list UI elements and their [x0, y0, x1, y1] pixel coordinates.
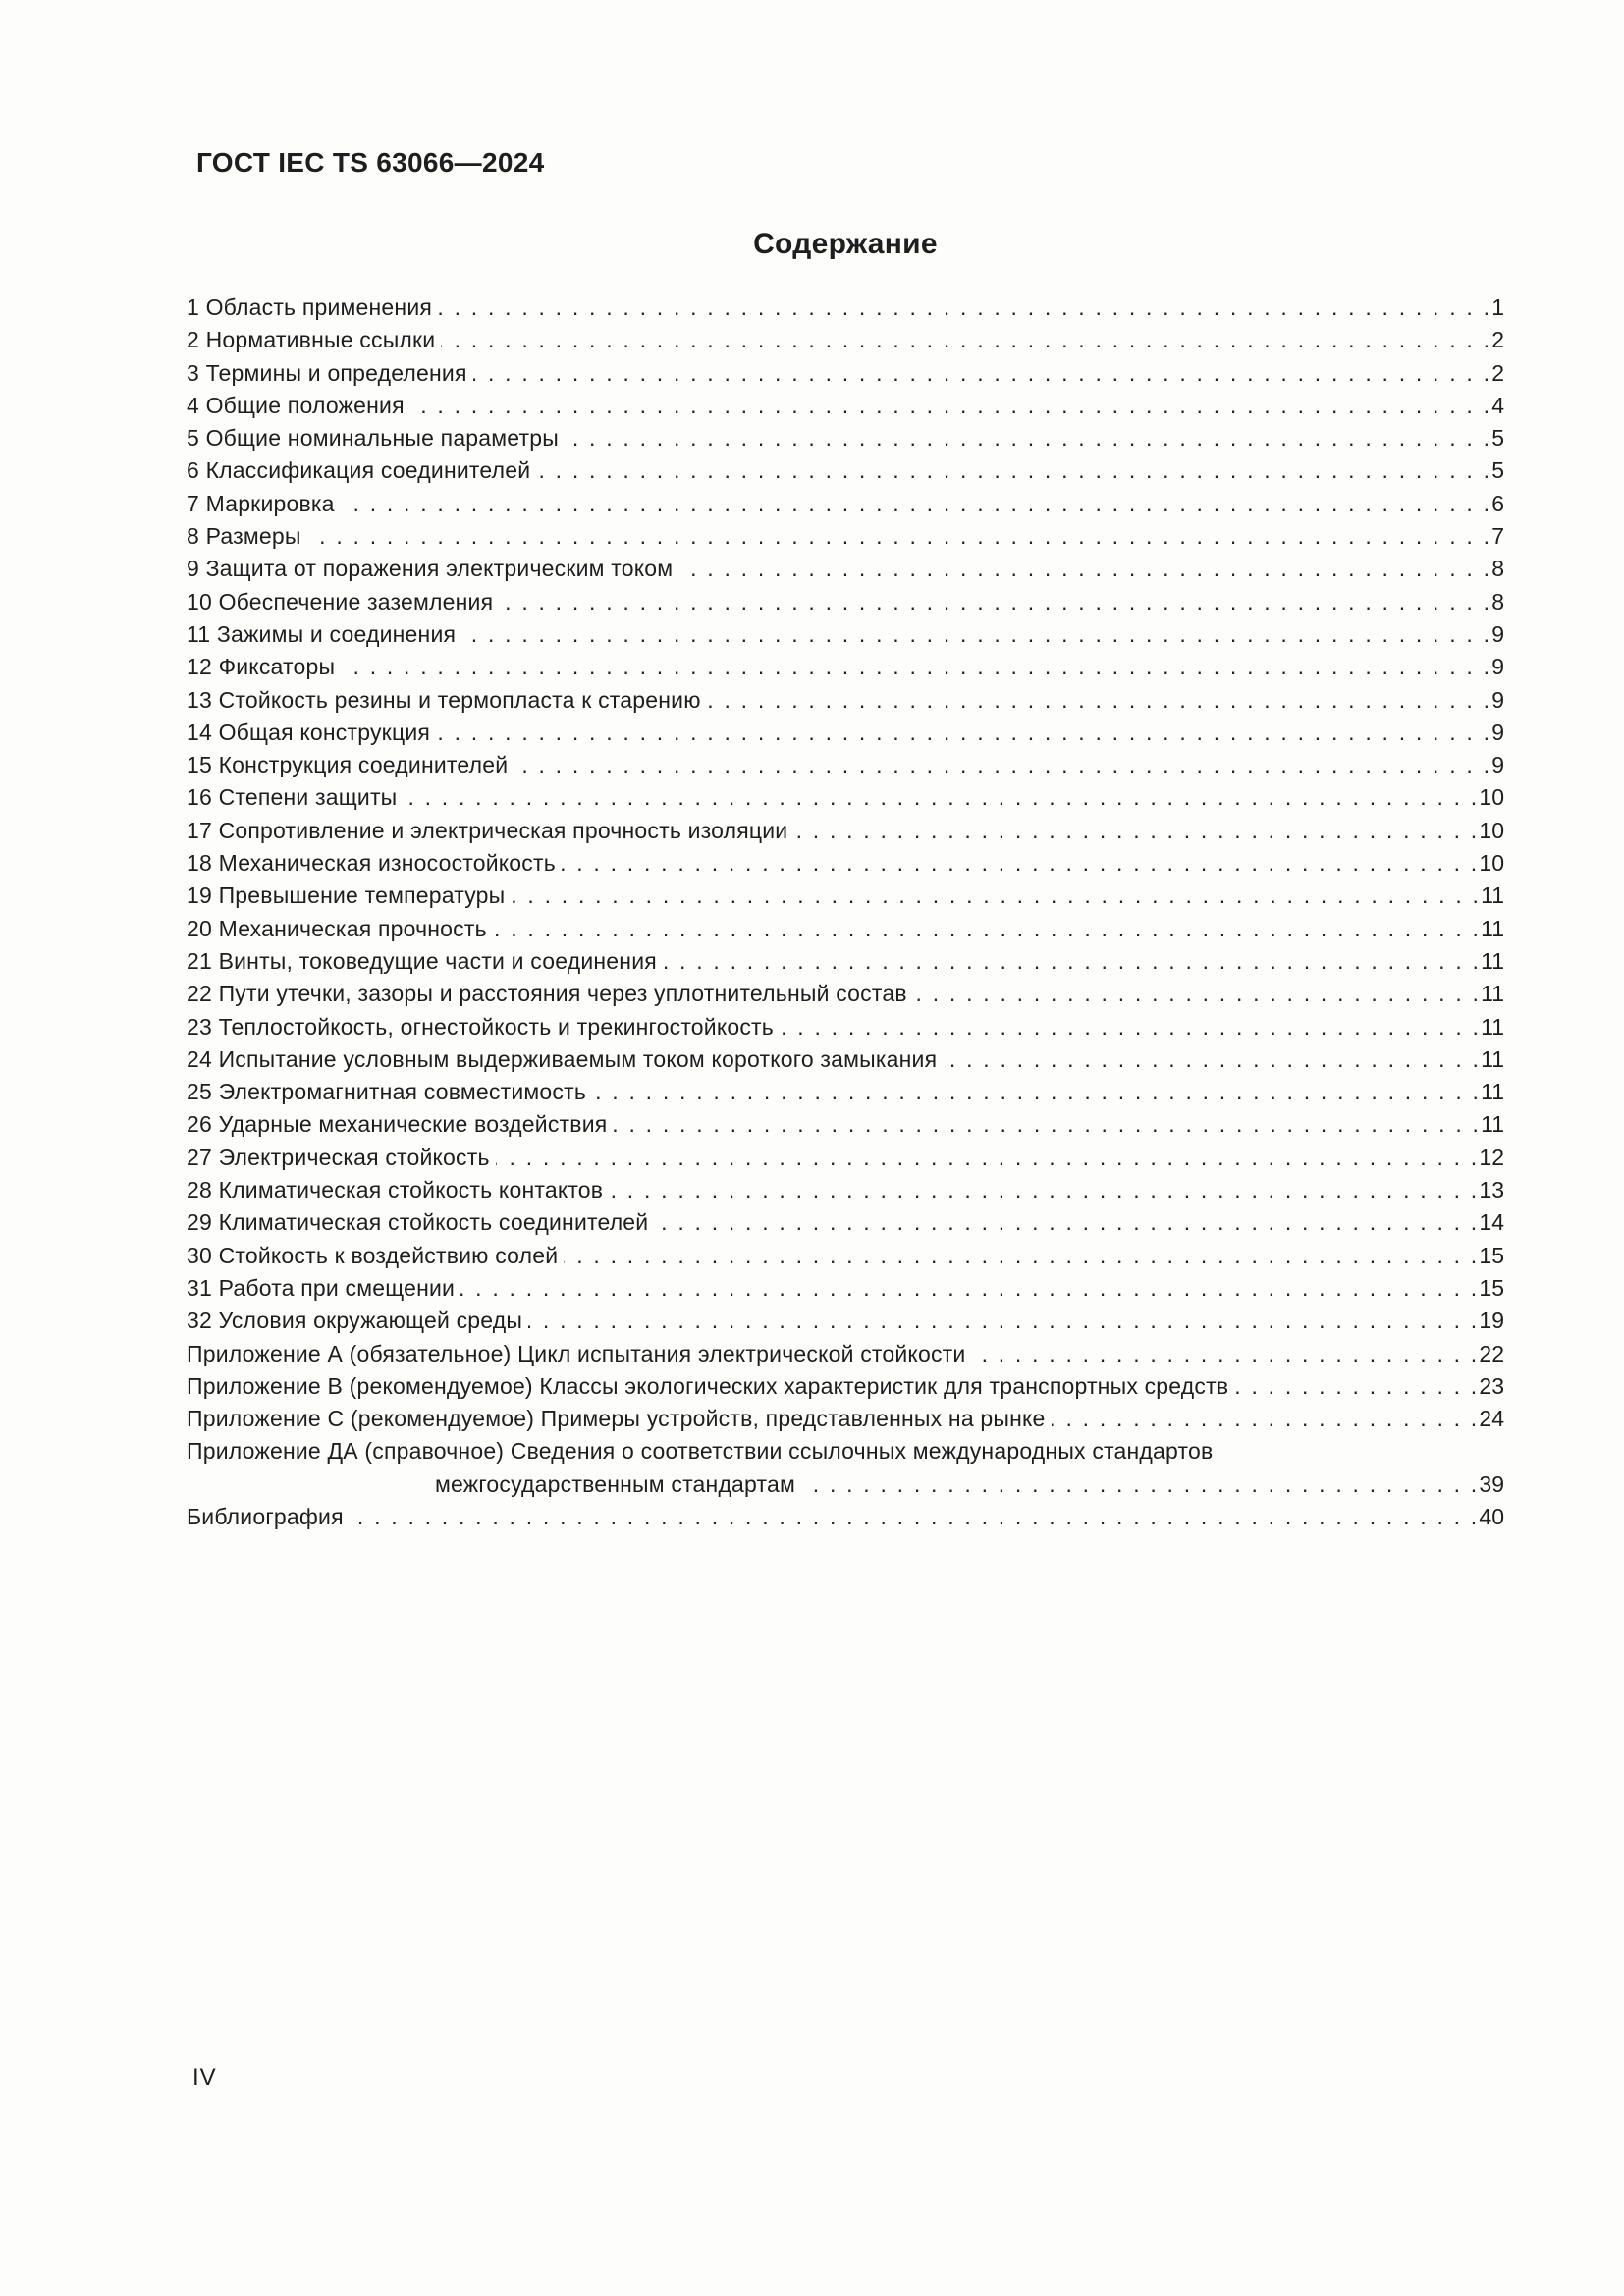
toc-entry: [187, 749, 1504, 781]
dot-leader: [436, 717, 1491, 749]
dot-leader: [678, 553, 1491, 585]
toc-entry-label: 26 Ударные механические воздействия: [187, 1111, 608, 1138]
toc-entry-label: 30 Стойкость к воздействию солей: [187, 1242, 559, 1268]
toc-entry: [187, 618, 1504, 651]
toc-entry-label: Приложение В (рекомендуемое) Классы экологических характеристик для транспортных средств: [187, 1372, 1229, 1399]
toc-entry-page: 6: [1491, 490, 1504, 516]
toc-entry: [187, 880, 1504, 912]
dot-leader: [943, 1043, 1481, 1076]
toc-entry: [187, 651, 1504, 683]
toc-entry-page: 9: [1491, 719, 1504, 745]
toc-entry: [187, 1338, 1504, 1370]
dot-leader: [564, 1240, 1479, 1272]
toc-entry-page: 15: [1479, 1242, 1504, 1268]
dot-leader: [499, 586, 1491, 618]
toc-entry-label: 8 Размеры: [187, 523, 301, 550]
toc-entry: [187, 1108, 1504, 1141]
toc-entry: [187, 1435, 1504, 1468]
toc-entry-label: 25 Электромагнитная совместимость: [187, 1079, 587, 1105]
toc-entry: [187, 454, 1504, 487]
toc-entry: [187, 586, 1504, 618]
dot-leader: [592, 1076, 1481, 1108]
toc-entry-label: Приложение А (обязательное) Цикл испытания электрической стойкости: [187, 1340, 966, 1366]
toc-entry-page: 2: [1491, 359, 1504, 386]
dot-leader: [913, 978, 1481, 1010]
toc-entry-page: 9: [1491, 752, 1504, 778]
toc-entry: [187, 520, 1504, 553]
toc-entry-page: 12: [1479, 1144, 1504, 1170]
toc-entry-page: 24: [1479, 1406, 1504, 1432]
toc-entry-label: 5 Общие номинальные параметры: [187, 425, 559, 452]
toc-entry-page: 9: [1491, 620, 1504, 647]
dot-leader: [780, 1011, 1481, 1043]
toc-entry: [187, 1272, 1504, 1305]
toc-entry-page: 11: [1481, 981, 1504, 1007]
toc-entry-page: 9: [1491, 686, 1504, 713]
dot-leader: [496, 1142, 1480, 1174]
dot-leader: [1234, 1370, 1479, 1403]
toc-entry: [187, 1240, 1504, 1272]
toc-entry-label: 6 Классификация соединителей: [187, 457, 531, 484]
toc-entry-label: 9 Защита от поражения электрическим током: [187, 556, 674, 582]
dot-leader: [562, 847, 1479, 880]
toc-entry-page: 15: [1479, 1274, 1504, 1301]
toc-entry-label: 14 Общая конструкция: [187, 719, 431, 745]
toc-entry-page: 11: [1481, 1013, 1504, 1040]
toc-entry-page: 10: [1479, 817, 1504, 843]
toc-entry-label: 20 Механическая прочность: [187, 915, 487, 941]
toc-entry-page: 9: [1491, 654, 1504, 680]
toc-entry-label: 13 Стойкость резины и термопласта к старению: [187, 686, 701, 713]
toc-entry-label: 11 Зажимы и соединения: [187, 620, 457, 647]
dot-leader: [793, 815, 1479, 847]
toc-entry-page: 11: [1481, 882, 1504, 909]
toc-entry: [187, 324, 1504, 356]
toc-entry-page: 23: [1479, 1372, 1504, 1399]
dot-leader: [473, 357, 1492, 390]
dot-leader: [609, 1174, 1479, 1206]
toc-entry-label: 31 Работа при смещении: [187, 1274, 456, 1301]
toc-entry-page: 11: [1481, 1045, 1504, 1072]
toc-entry-page: 40: [1479, 1503, 1504, 1529]
dot-leader: [493, 913, 1481, 945]
toc-entry-page: 11: [1481, 947, 1504, 974]
toc-entry-label: 24 Испытание условным выдерживаемым током короткого замыкания: [187, 1045, 938, 1072]
toc-entry: [187, 978, 1504, 1010]
dot-leader: [461, 618, 1491, 651]
toc-entry: [187, 781, 1504, 814]
toc-entry: [187, 357, 1504, 390]
toc-entry: [187, 1174, 1504, 1206]
toc-entry-page: 10: [1479, 850, 1504, 877]
toc-entry-page: 5: [1491, 425, 1504, 452]
toc-entry: [187, 847, 1504, 880]
table-of-contents: [187, 292, 1504, 1533]
toc-entry-page: 11: [1481, 1111, 1504, 1138]
dot-leader: [1052, 1403, 1480, 1435]
dot-leader: [441, 324, 1491, 356]
dot-leader: [801, 1468, 1479, 1501]
toc-entry: [187, 553, 1504, 585]
toc-entry-label: 17 Сопротивление и электрическая прочность изоляции: [187, 817, 788, 843]
toc-entry-page: 2: [1491, 327, 1504, 353]
toc-entry-label: 1 Область применения: [187, 294, 433, 320]
toc-entry: [187, 1206, 1504, 1239]
toc-entry-label: 21 Винты, токоведущие части и соединения: [187, 947, 657, 974]
toc-entry-page: 1: [1491, 294, 1504, 320]
toc-entry: [187, 1501, 1504, 1533]
dot-leader: [536, 454, 1491, 487]
toc-entry-label: 2 Нормативные ссылки: [187, 327, 436, 353]
dot-leader: [971, 1338, 1479, 1370]
toc-entry: [187, 945, 1504, 978]
toc-entry-label: 7 Маркировка: [187, 490, 335, 516]
toc-entry-label: 28 Климатическая стойкость контактов: [187, 1177, 604, 1203]
toc-entry: [187, 422, 1504, 454]
toc-entry-page: 39: [1479, 1470, 1504, 1497]
dot-leader: [511, 880, 1481, 912]
dot-leader: [341, 651, 1491, 683]
toc-entry: [187, 1011, 1504, 1043]
toc-entry-label: 19 Превышение температуры: [187, 882, 506, 909]
dot-leader: [307, 520, 1492, 553]
toc-entry: [187, 717, 1504, 749]
toc-entry: [187, 1370, 1504, 1403]
toc-entry-page: 5: [1491, 457, 1504, 484]
toc-entry-label: 3 Термины и определения: [187, 359, 467, 386]
toc-entry: [187, 1142, 1504, 1174]
toc-title: Содержание: [753, 228, 938, 260]
toc-entry: [187, 1043, 1504, 1076]
toc-entry-label: 4 Общие положения: [187, 392, 405, 418]
toc-entry-label: 15 Конструкция соединителей: [187, 752, 509, 778]
toc-entry: [187, 1468, 1504, 1501]
dot-leader: [403, 781, 1479, 814]
dot-leader: [613, 1108, 1481, 1141]
toc-entry-label: 12 Фиксаторы: [187, 654, 336, 680]
toc-entry-label: 32 Условия окружающей среды: [187, 1308, 523, 1334]
toc-entry-page: 13: [1479, 1177, 1504, 1203]
toc-entry-page: 19: [1479, 1308, 1504, 1334]
dot-leader: [438, 292, 1491, 324]
toc-entry-page: 8: [1491, 588, 1504, 614]
dot-leader: [565, 422, 1491, 454]
toc-entry-label: 18 Механическая износостойкость: [187, 850, 556, 877]
dot-leader: [460, 1272, 1479, 1305]
toc-entry: [187, 292, 1504, 324]
dot-leader: [341, 488, 1492, 520]
dot-leader: [654, 1206, 1479, 1239]
toc-entry-label: Приложение ДА (справочное) Сведения о соответствии ссылочных международных стандартов: [187, 1438, 1214, 1465]
toc-entry: [187, 913, 1504, 945]
toc-entry-page: 8: [1491, 556, 1504, 582]
toc-entry-label: 10 Обеспечение заземления: [187, 588, 494, 614]
toc-entry: [187, 815, 1504, 847]
toc-entry-label: 16 Степени защиты: [187, 784, 398, 811]
toc-entry: [187, 684, 1504, 717]
toc-entry-label: 23 Теплостойкость, огнестойкость и трекингостойкость: [187, 1013, 774, 1040]
toc-entry-label: Библиография: [187, 1503, 344, 1529]
toc-entry: [187, 488, 1504, 520]
toc-entry-page: 11: [1481, 1079, 1504, 1105]
document-number: ГОСТ IEC TS 63066—2024: [196, 147, 545, 178]
toc-entry: [187, 1403, 1504, 1435]
toc-entry-page: 7: [1491, 523, 1504, 550]
toc-entry-page: 4: [1491, 392, 1504, 418]
toc-entry-page: 10: [1479, 784, 1504, 811]
dot-leader: [663, 945, 1481, 978]
toc-entry-label: 29 Климатическая стойкость соединителей: [187, 1209, 649, 1236]
toc-entry-label: 22 Пути утечки, зазоры и расстояния через уплотнительный состав: [187, 981, 907, 1007]
dot-leader: [350, 1501, 1480, 1533]
dot-leader: [528, 1305, 1479, 1337]
page-number-roman: IV: [192, 2064, 217, 2091]
toc-entry-page: 11: [1481, 915, 1504, 941]
toc-entry: [187, 1076, 1504, 1108]
dot-leader: [514, 749, 1491, 781]
dot-leader: [707, 684, 1492, 717]
dot-leader: [410, 390, 1491, 422]
toc-entry-label: 27 Электрическая стойкость: [187, 1144, 490, 1170]
toc-entry-page: 14: [1479, 1209, 1504, 1236]
toc-entry-page: 22: [1479, 1340, 1504, 1366]
toc-entry-label: Приложение С (рекомендуемое) Примеры устройств, представленных на рынке: [187, 1406, 1046, 1432]
toc-entry-label: межгосударственным стандартам: [435, 1470, 796, 1497]
toc-entry: [187, 390, 1504, 422]
toc-entry: [187, 1305, 1504, 1337]
